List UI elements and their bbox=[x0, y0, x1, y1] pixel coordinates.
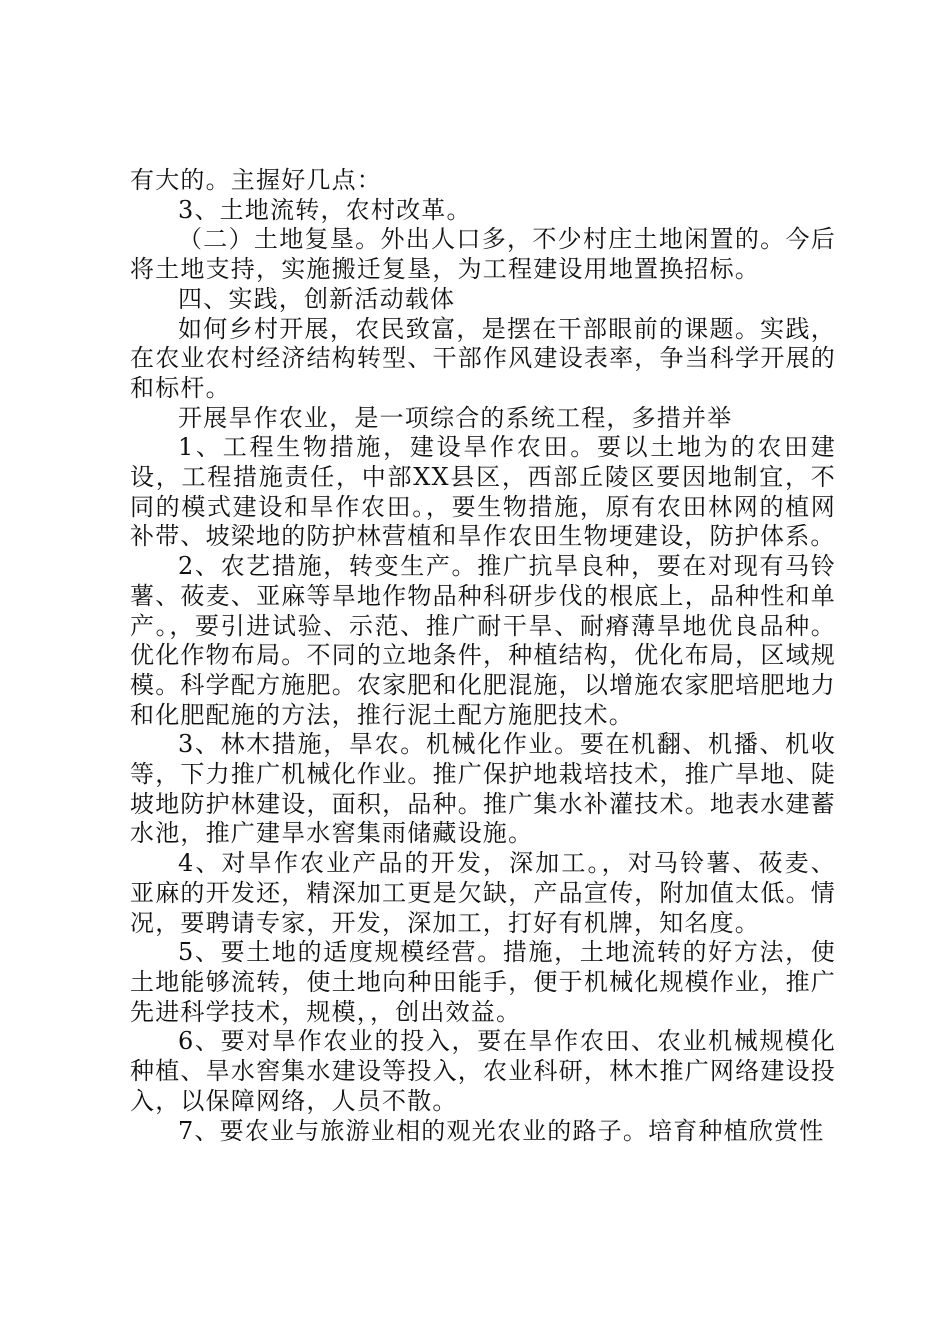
list-item-1: 1、工程生物措施，建设旱作农田。要以土地为的农田建设，工程措施责任，中部XX县区，西部丘陵区要因地制宜，不同的模式建设和旱作农田。，要生物措施，原有农田林网的植网补带、坡梁地的防护林营植和旱作农田生物埂建设，防护体系。 bbox=[130, 433, 836, 551]
list-item-5: 5、要土地的适度规模经营。措施，土地流转的好方法，使土地能够流转，使土地向种田能手，便于机械化规模作业，推广先进科学技术，规模，，创出效益。 bbox=[130, 938, 836, 1026]
list-item-7: 7、要农业与旅游业相的观光农业的路子。培育种植欣赏性 bbox=[178, 1116, 825, 1145]
list-item-2: 2、农艺措施，转变生产。推广抗旱良种，要在对现有马铃薯、莜麦、亚麻等旱地作物品种科研步伐的根底上，品种性和单产。，要引进试验、示范、推广耐干旱、耐瘠薄旱地优良品种。优化作物布局。不同的立地条件，种植结构，优化布局，区域规模。科学配方施肥。农家肥和化肥混施，以增施农家肥培肥地力和化肥配施的方法，推行泥土配方施肥技术。 bbox=[130, 552, 836, 729]
paragraph-5: 如何乡村开展，农民致富，是摆在干部眼前的课题。实践，在农业农村经济结构转型、干部作风建设表率，争当科学开展的和标杆。 bbox=[130, 314, 836, 402]
paragraph-3: （二）土地复垦。外出人口多，不少村庄土地闲置的。今后将土地支持，实施搬迁复垦，为工程建设用地置换招标。 bbox=[130, 225, 836, 284]
paragraph-2: 3、土地流转，农村改革。 bbox=[178, 195, 472, 224]
section-heading-4: 四、实践，创新活动载体 bbox=[178, 284, 456, 313]
paragraph-6: 开展旱作农业，是一项综合的系统工程，多措并举 bbox=[178, 403, 733, 432]
paragraph-1: 有大的。主握好几点： bbox=[130, 166, 382, 194]
list-item-3: 3、林木措施，旱农。机械化作业。要在机翻、机播、机收等，下力推广机械化作业。推广保护地栽培技术，推广旱地、陡坡地防护林建设，面积，品种。推广集水补灌技术。地表水建蓄水池，推广建旱水窖集雨储藏设施。 bbox=[130, 730, 836, 848]
document-body bbox=[130, 166, 836, 1146]
list-item-6: 6、要对旱作农业的投入，要在旱作农田、农业机械规模化种植、旱水窖集水建设等投入，农业科研，林木推广网络建设投入，以保障网络，人员不散。 bbox=[130, 1027, 836, 1115]
list-item-4: 4、对旱作农业产品的开发，深加工。，对马铃薯、莜麦、亚麻的开发还，精深加工更是欠缺，产品宣传，附加值太低。情况，要聘请专家，开发，深加工，打好有机牌，知名度。 bbox=[130, 849, 836, 937]
